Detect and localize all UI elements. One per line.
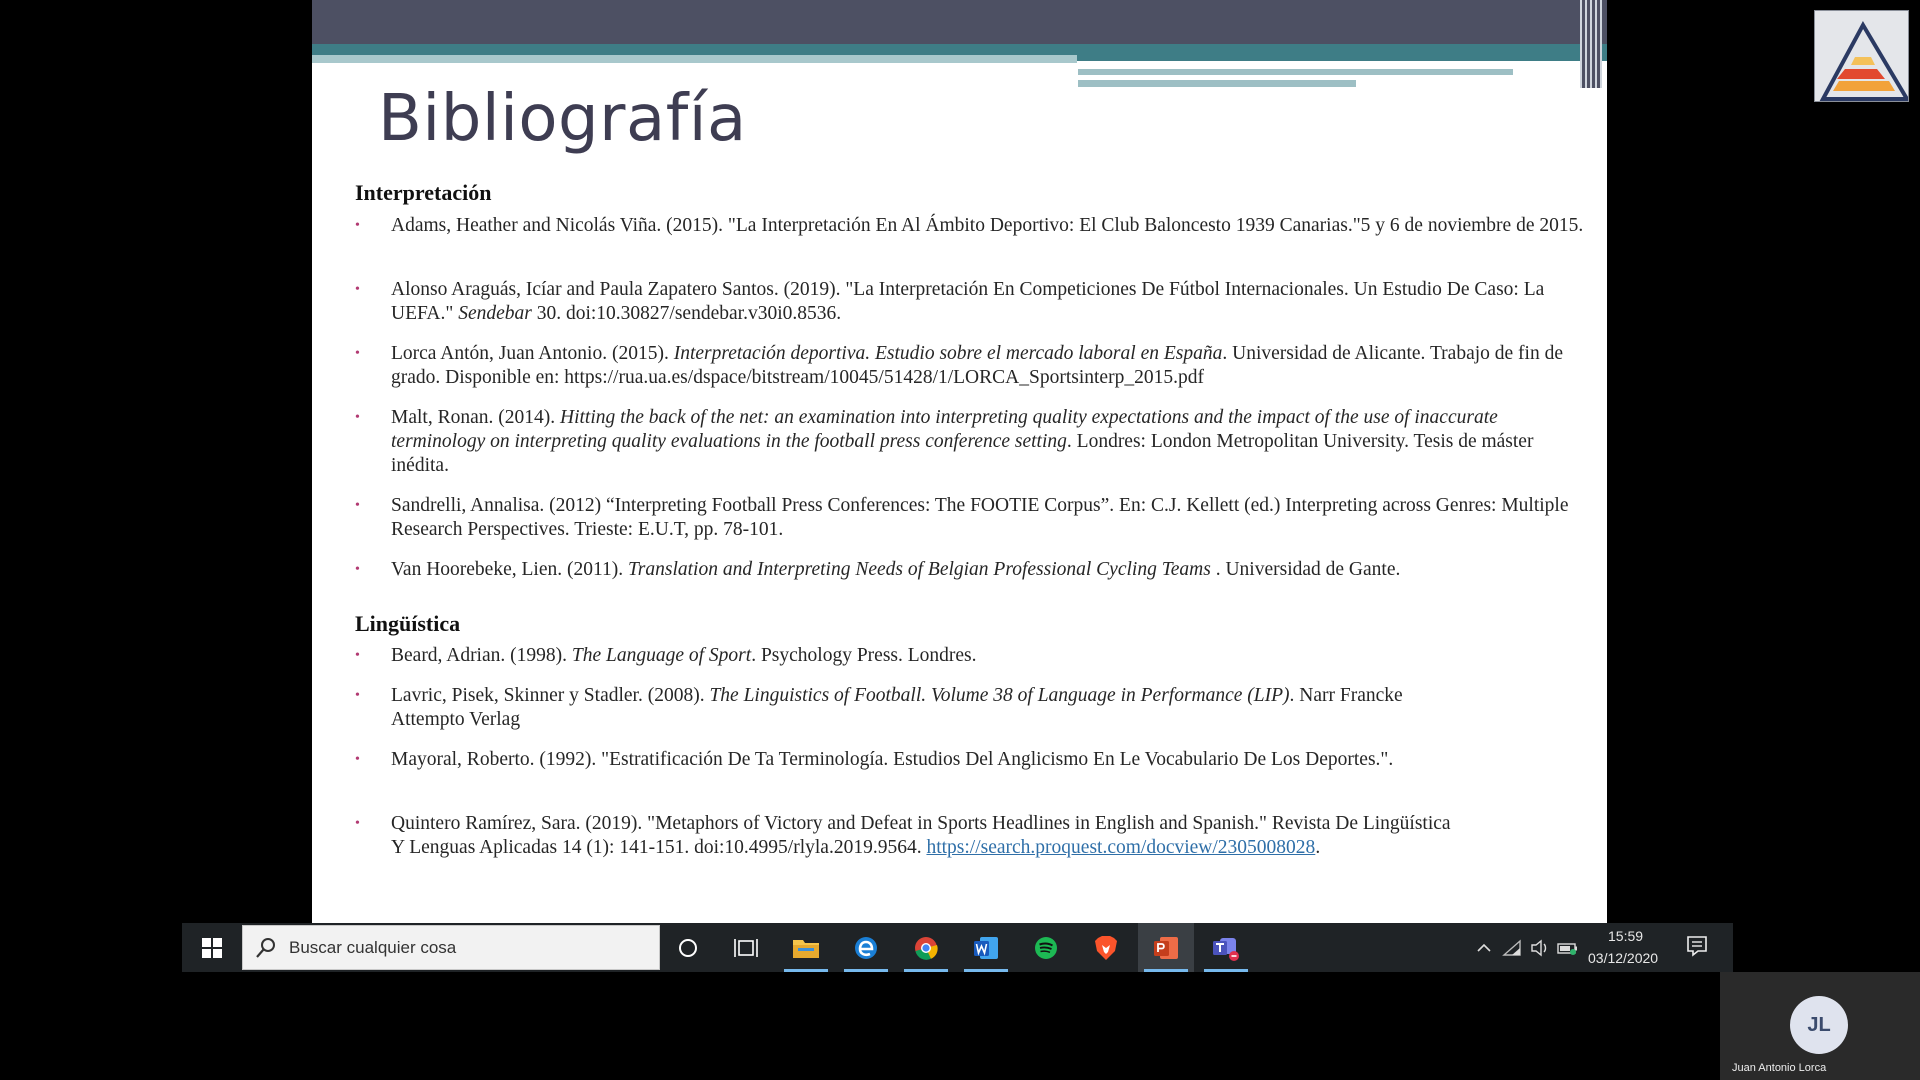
windows-taskbar: [182, 923, 1733, 972]
show-hidden-icons-button[interactable]: [1472, 936, 1496, 960]
bullet-icon: •: [355, 410, 360, 425]
file-explorer-icon: [792, 936, 820, 960]
chrome-icon: [913, 935, 939, 961]
slide-accent-line: [1078, 69, 1513, 75]
teams-button[interactable]: [1198, 923, 1254, 972]
reference-text: Lavric, Pisek, Skinner y Stadler. (2008). The Linguistics of Football. Volume 38 of Language in Performance (LIP). Narr Francke Attempto Verlag: [391, 685, 1403, 730]
section-heading-interpretacion: Interpretación: [355, 180, 492, 205]
bullet-icon: •: [355, 282, 360, 297]
university-logo: [1814, 10, 1909, 102]
reference-text: Sandrelli, Annalisa. (2012) “Interpreting Football Press Conferences: The FOOTIE Corpus”. En: C.J. Kellett (ed.) Interpreting across Genres: Multiple Research Perspectives. Trieste: E.U.T, pp. 78-101.: [391, 495, 1569, 540]
reference-text: Quintero Ramírez, Sara. (2019). "Metaphors of Victory and Defeat in Sports Headlines in English and Spanish." Revista De Lingüística Y Lenguas Aplicadas 14 (1): 141-151. doi:10.4995/rlyla.2019.9564. https://search.proquest.com/docview/2305008028.: [391, 813, 1451, 858]
powerpoint-button[interactable]: [1138, 923, 1194, 972]
notification-icon: [1686, 935, 1708, 957]
chrome-button[interactable]: [898, 923, 954, 972]
wifi-icon: [1502, 939, 1522, 957]
reference-text: Van Hoorebeke, Lien. (2011). Translation and Interpreting Needs of Belgian Professional Cycling Teams . Universidad de Gante.: [391, 559, 1401, 580]
bullet-icon: •: [355, 688, 360, 703]
bullet-icon: •: [355, 218, 360, 233]
file-explorer-button[interactable]: [778, 923, 834, 972]
task-view-button[interactable]: [718, 923, 774, 972]
brave-button[interactable]: [1078, 923, 1134, 972]
slide-stripes: [1580, 0, 1602, 88]
task-view-icon: [734, 937, 758, 959]
action-center-button[interactable]: [1686, 935, 1708, 962]
volume-icon: [1530, 939, 1550, 957]
powerpoint-icon: [1152, 935, 1180, 961]
windows-logo-icon: [202, 938, 222, 958]
taskbar-search-box[interactable]: [242, 925, 660, 970]
bullet-icon: •: [355, 498, 360, 513]
participant-name: Juan Antonio Lorca: [1732, 1062, 1827, 1074]
bullet-icon: •: [355, 562, 360, 577]
reference-text: Beard, Adrian. (1998). The Language of Sport. Psychology Press. Londres.: [391, 645, 977, 666]
reference-link[interactable]: https://search.proquest.com/docview/2305008028: [926, 837, 1316, 858]
slide-accent-line: [312, 55, 1077, 63]
network-button[interactable]: [1500, 936, 1524, 960]
section-heading-linguistica: Lingüística: [355, 611, 461, 636]
presentation-slide: [312, 0, 1607, 923]
spotify-button[interactable]: [1018, 923, 1074, 972]
reference-text: Adams, Heather and Nicolás Viña. (2015). "La Interpretación En Al Ámbito Deportivo: El Club Baloncesto 1939 Canarias."5 y 6 de noviembre de 2015.: [391, 215, 1584, 236]
participant-tile[interactable]: [1720, 972, 1920, 1080]
chevron-up-icon: [1476, 943, 1492, 953]
slide-header-band: [312, 0, 1607, 44]
clock-time[interactable]: 15:59: [1608, 928, 1644, 944]
cortana-button[interactable]: [660, 923, 716, 972]
bullet-icon: •: [355, 816, 360, 831]
teams-icon: [1211, 934, 1241, 962]
battery-button[interactable]: [1556, 936, 1580, 960]
avatar: JL: [1790, 996, 1848, 1054]
slide-accent-line: [1078, 80, 1356, 87]
spotify-icon: [1033, 935, 1059, 961]
reference-text: Lorca Antón, Juan Antonio. (2015). Interpretación deportiva. Estudio sobre el mercado laboral en España. Universidad de Alicante. Trabajo de fin de grado. Disponible en: https://rua.ua.es/dspace/bitstream/10045/51428/1/LORCA_Sportsinterp_2015.pdf: [391, 343, 1563, 388]
battery-icon: [1557, 940, 1579, 956]
reference-text: Mayoral, Roberto. (1992). "Estratificación De Ta Terminología. Estudios Del Anglicismo En Le Vocabulario De Los Deportes.".: [391, 749, 1394, 770]
reference-text: Alonso Araguás, Icíar and Paula Zapatero Santos. (2019). "La Interpretación En Competiciones De Fútbol Internacionales. Un Estudio De Caso: La UEFA." Sendebar 30. doi:10.30827/sendebar.v30i0.8536.: [391, 279, 1545, 324]
volume-button[interactable]: [1528, 936, 1552, 960]
start-button[interactable]: [182, 923, 242, 972]
clock-date[interactable]: 03/12/2020: [1588, 950, 1659, 966]
bullet-icon: •: [355, 346, 360, 361]
bullet-icon: •: [355, 752, 360, 767]
edge-button[interactable]: [838, 923, 894, 972]
bullet-icon: •: [355, 648, 360, 663]
cortana-icon: [677, 937, 699, 959]
search-placeholder: Buscar cualquier cosa: [289, 938, 457, 957]
word-icon: [972, 935, 1000, 961]
word-button[interactable]: [958, 923, 1014, 972]
edge-icon: [853, 935, 879, 961]
brave-icon: [1094, 935, 1118, 961]
reference-text: Malt, Ronan. (2014). Hitting the back of the net: an examination into interpreting quality expectations and the impact of the use of inaccurate terminology on interpreting quality evaluations in the football press conference setting. Londres: London Metropolitan University. Tesis de máster inédita.: [391, 407, 1534, 476]
search-icon: [255, 937, 277, 959]
slide-title: Bibliografía: [378, 82, 747, 156]
